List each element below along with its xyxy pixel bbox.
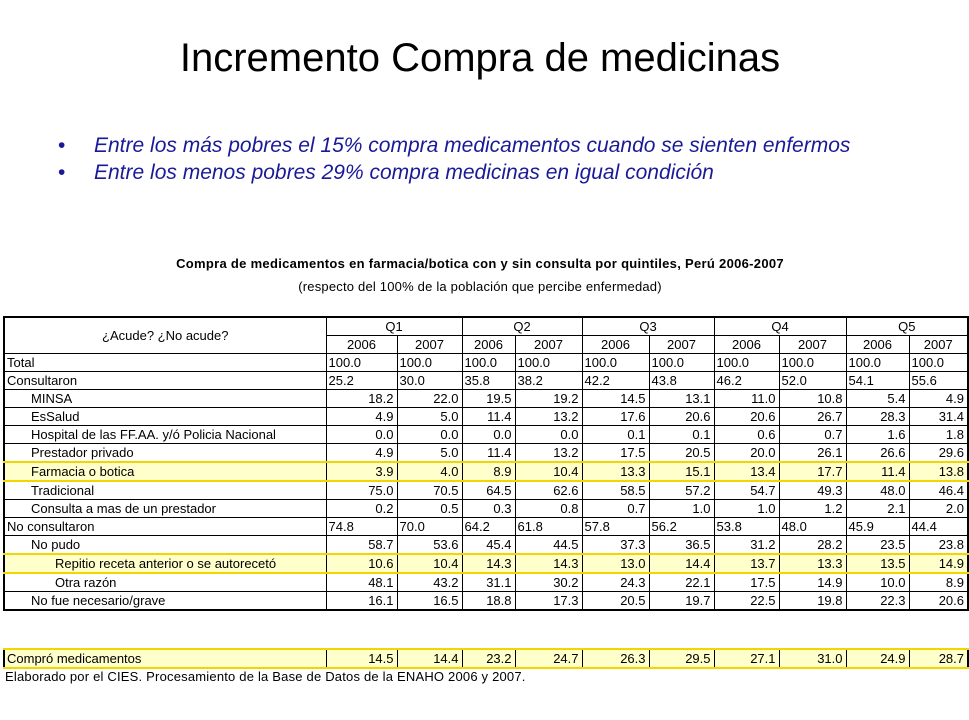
table-cell: 18.2 — [326, 390, 397, 408]
table-title: Compra de medicamentos en farmacia/botica con y sin consulta por quintiles, Perú 2006-2007 — [176, 256, 784, 271]
table-cell: 2.0 — [909, 500, 968, 518]
table-cell: 0.0 — [515, 426, 582, 444]
table-cell: 14.4 — [397, 649, 462, 668]
bullet-text: Entre los menos pobres 29% compra medicinas en igual condición — [94, 161, 714, 184]
bullet-text: Entre los más pobres el 15% compra medicamentos cuando se sienten enfermos — [94, 134, 851, 157]
table-cell: 100.0 — [649, 354, 714, 372]
table-row — [4, 444, 968, 463]
quintile-header: Q4 — [714, 317, 846, 336]
table-cell: 26.1 — [779, 444, 846, 463]
table-cell: 48.1 — [326, 573, 397, 592]
table-cell: 26.7 — [779, 408, 846, 426]
table-cell: 20.5 — [582, 592, 649, 611]
table-cell: 14.3 — [462, 554, 515, 573]
table-cell: 4.9 — [909, 390, 968, 408]
row-label: Otra razón — [4, 573, 326, 592]
table-cell: 31.4 — [909, 408, 968, 426]
table-cell: 24.9 — [846, 649, 909, 668]
table-cell: 20.5 — [649, 444, 714, 463]
year-header: 2007 — [397, 336, 462, 354]
table-cell: 44.4 — [909, 518, 968, 536]
table-cell: 15.1 — [649, 462, 714, 481]
table-cell: 100.0 — [909, 354, 968, 372]
table-cell: 31.2 — [714, 536, 779, 555]
table-cell: 5.0 — [397, 444, 462, 463]
table-cell: 54.7 — [714, 481, 779, 500]
table-row — [4, 462, 968, 481]
table-row — [4, 592, 968, 611]
table-cell: 25.2 — [326, 372, 397, 390]
table-cell: 0.8 — [515, 500, 582, 518]
table-cell: 2.1 — [846, 500, 909, 518]
table-cell: 45.4 — [462, 536, 515, 555]
table-cell: 0.6 — [714, 426, 779, 444]
table-cell: 10.8 — [779, 390, 846, 408]
table-row — [4, 408, 968, 426]
table-row — [4, 354, 968, 372]
table-cell: 5.0 — [397, 408, 462, 426]
table-cell: 17.3 — [515, 592, 582, 611]
table-row — [4, 554, 968, 573]
table-cell: 56.2 — [649, 518, 714, 536]
table-cell: 48.0 — [846, 481, 909, 500]
bullet-dot-icon: • — [58, 161, 66, 184]
row-label: Compró medicamentos — [4, 649, 326, 668]
table-cell: 42.2 — [582, 372, 649, 390]
row-label: No consultaron — [4, 518, 326, 536]
table-cell: 14.4 — [649, 554, 714, 573]
table-cell: 30.0 — [397, 372, 462, 390]
table-row — [4, 426, 968, 444]
table-cell: 18.8 — [462, 592, 515, 611]
table-cell: 19.7 — [649, 592, 714, 611]
table-cell: 29.5 — [649, 649, 714, 668]
table-row — [4, 536, 968, 555]
row-label: Prestador privado — [4, 444, 326, 463]
table-cell: 13.2 — [515, 408, 582, 426]
table-cell: 0.1 — [649, 426, 714, 444]
table-cell: 3.9 — [326, 462, 397, 481]
table-cell: 55.6 — [909, 372, 968, 390]
row-label: Tradicional — [4, 481, 326, 500]
table-row — [4, 372, 968, 390]
table-cell: 0.1 — [582, 426, 649, 444]
table-cell: 20.0 — [714, 444, 779, 463]
table-cell: 35.8 — [462, 372, 515, 390]
row-label: No fue necesario/grave — [4, 592, 326, 611]
table-cell: 19.2 — [515, 390, 582, 408]
table-cell: 17.5 — [582, 444, 649, 463]
table-cell: 37.3 — [582, 536, 649, 555]
table-cell: 58.5 — [582, 481, 649, 500]
table-cell: 31.1 — [462, 573, 515, 592]
table-cell: 20.6 — [649, 408, 714, 426]
table-cell: 100.0 — [326, 354, 397, 372]
table-cell: 8.9 — [462, 462, 515, 481]
table-cell: 16.5 — [397, 592, 462, 611]
table-cell: 8.9 — [909, 573, 968, 592]
table-cell: 0.0 — [397, 426, 462, 444]
table-cell: 52.0 — [779, 372, 846, 390]
table-cell: 14.5 — [582, 390, 649, 408]
table-cell: 17.5 — [714, 573, 779, 592]
table-row — [4, 573, 968, 592]
table-cell: 53.6 — [397, 536, 462, 555]
table-cell: 27.1 — [714, 649, 779, 668]
table-cell: 17.7 — [779, 462, 846, 481]
table-cell: 19.5 — [462, 390, 515, 408]
table-cell: 1.0 — [714, 500, 779, 518]
bullet-item — [58, 160, 938, 185]
table-cell: 11.4 — [462, 408, 515, 426]
quintile-header: Q1 — [326, 317, 462, 336]
table-cell: 24.3 — [582, 573, 649, 592]
year-header: 2006 — [582, 336, 649, 354]
table-subtitle: (respecto del 100% de la población que percibe enfermedad) — [298, 279, 662, 294]
table-cell: 75.0 — [326, 481, 397, 500]
table-row — [4, 500, 968, 518]
table-cell: 100.0 — [779, 354, 846, 372]
bullet-dot-icon: • — [58, 134, 66, 157]
table-cell: 13.4 — [714, 462, 779, 481]
table-cell: 23.8 — [909, 536, 968, 555]
table-cell: 36.5 — [649, 536, 714, 555]
table-cell: 100.0 — [397, 354, 462, 372]
table-cell: 17.6 — [582, 408, 649, 426]
table-cell: 74.8 — [326, 518, 397, 536]
table-cell: 1.6 — [846, 426, 909, 444]
table-cell: 14.9 — [779, 573, 846, 592]
row-label: Consulta a mas de un prestador — [4, 500, 326, 518]
table-cell: 44.5 — [515, 536, 582, 555]
table-row — [4, 518, 968, 536]
table-cell: 22.5 — [714, 592, 779, 611]
table-cell: 10.4 — [397, 554, 462, 573]
table-cell: 64.5 — [462, 481, 515, 500]
table-row — [4, 390, 968, 408]
table-cell: 10.0 — [846, 573, 909, 592]
data-table — [3, 316, 969, 611]
summary-row — [4, 649, 968, 668]
year-header: 2007 — [649, 336, 714, 354]
table-cell: 1.0 — [649, 500, 714, 518]
table-cell: 26.6 — [846, 444, 909, 463]
table-cell: 43.8 — [649, 372, 714, 390]
table-cell: 43.2 — [397, 573, 462, 592]
quintile-header: Q3 — [582, 317, 714, 336]
table-cell: 100.0 — [515, 354, 582, 372]
table-cell: 49.3 — [779, 481, 846, 500]
table-cell: 0.3 — [462, 500, 515, 518]
table-cell: 28.7 — [909, 649, 968, 668]
table-cell: 1.8 — [909, 426, 968, 444]
table-cell: 100.0 — [714, 354, 779, 372]
table-cell: 13.5 — [846, 554, 909, 573]
table-cell: 4.9 — [326, 444, 397, 463]
table-cell: 100.0 — [582, 354, 649, 372]
table-cell: 70.0 — [397, 518, 462, 536]
table-cell: 29.6 — [909, 444, 968, 463]
table-cell: 46.2 — [714, 372, 779, 390]
table-cell: 13.7 — [714, 554, 779, 573]
table-cell: 1.2 — [779, 500, 846, 518]
table-cell: 28.2 — [779, 536, 846, 555]
header-label: ¿Acude? ¿No acude? — [4, 317, 326, 354]
quintile-header: Q2 — [462, 317, 582, 336]
year-header: 2006 — [846, 336, 909, 354]
table-cell: 100.0 — [462, 354, 515, 372]
table-cell: 11.4 — [846, 462, 909, 481]
table-cell: 10.4 — [515, 462, 582, 481]
table-cell: 31.0 — [779, 649, 846, 668]
table-cell: 20.6 — [909, 592, 968, 611]
table-cell: 4.9 — [326, 408, 397, 426]
row-label: Hospital de las FF.AA. y/ó Policia Nacional — [4, 426, 326, 444]
table-cell: 11.4 — [462, 444, 515, 463]
table-cell: 28.3 — [846, 408, 909, 426]
table-cell: 53.8 — [714, 518, 779, 536]
year-header: 2007 — [909, 336, 968, 354]
table-cell: 13.3 — [779, 554, 846, 573]
row-label: MINSA — [4, 390, 326, 408]
table-cell: 61.8 — [515, 518, 582, 536]
table-cell: 57.2 — [649, 481, 714, 500]
table-cell: 22.0 — [397, 390, 462, 408]
table-cell: 48.0 — [779, 518, 846, 536]
table-cell: 23.2 — [462, 649, 515, 668]
table-cell: 0.7 — [779, 426, 846, 444]
table-cell: 70.5 — [397, 481, 462, 500]
table-cell: 13.0 — [582, 554, 649, 573]
table-cell: 24.7 — [515, 649, 582, 668]
table-cell: 0.2 — [326, 500, 397, 518]
table-cell: 16.1 — [326, 592, 397, 611]
year-header: 2007 — [515, 336, 582, 354]
bullet-item — [58, 133, 938, 158]
year-header: 2007 — [779, 336, 846, 354]
table-cell: 14.5 — [326, 649, 397, 668]
row-label: Total — [4, 354, 326, 372]
row-label: Consultaron — [4, 372, 326, 390]
table-cell: 58.7 — [326, 536, 397, 555]
table-cell: 5.4 — [846, 390, 909, 408]
header-row-quintiles — [4, 317, 968, 336]
summary-table — [3, 648, 969, 669]
year-header: 2006 — [462, 336, 515, 354]
source-note: Elaborado por el CIES. Procesamiento de la Base de Datos de la ENAHO 2006 y 2007. — [5, 669, 526, 684]
year-header: 2006 — [714, 336, 779, 354]
table-cell: 64.2 — [462, 518, 515, 536]
table-cell: 22.1 — [649, 573, 714, 592]
bullet-list — [58, 133, 938, 187]
table-cell: 0.7 — [582, 500, 649, 518]
table-cell: 20.6 — [714, 408, 779, 426]
row-label: EsSalud — [4, 408, 326, 426]
table-cell: 14.3 — [515, 554, 582, 573]
table-cell: 38.2 — [515, 372, 582, 390]
table-cell: 57.8 — [582, 518, 649, 536]
table-cell: 46.4 — [909, 481, 968, 500]
table-cell: 4.0 — [397, 462, 462, 481]
table-cell: 26.3 — [582, 649, 649, 668]
table-cell: 54.1 — [846, 372, 909, 390]
table-cell: 13.2 — [515, 444, 582, 463]
page-title: Incremento Compra de medicinas — [179, 36, 781, 80]
table-cell: 0.0 — [326, 426, 397, 444]
table-cell: 62.6 — [515, 481, 582, 500]
table-row — [4, 481, 968, 500]
row-label: Repitio receta anterior o se autorecetó — [4, 554, 326, 573]
table-cell: 30.2 — [515, 573, 582, 592]
table-cell: 100.0 — [846, 354, 909, 372]
row-label: No pudo — [4, 536, 326, 555]
table-cell: 0.5 — [397, 500, 462, 518]
table-cell: 23.5 — [846, 536, 909, 555]
table-cell: 19.8 — [779, 592, 846, 611]
row-label: Farmacia o botica — [4, 462, 326, 481]
table-cell: 13.1 — [649, 390, 714, 408]
table-cell: 0.0 — [462, 426, 515, 444]
table-cell: 13.3 — [582, 462, 649, 481]
table-cell: 22.3 — [846, 592, 909, 611]
table-cell: 45.9 — [846, 518, 909, 536]
table-cell: 11.0 — [714, 390, 779, 408]
year-header: 2006 — [326, 336, 397, 354]
quintile-header: Q5 — [846, 317, 968, 336]
table-cell: 14.9 — [909, 554, 968, 573]
table-cell: 13.8 — [909, 462, 968, 481]
table-cell: 10.6 — [326, 554, 397, 573]
